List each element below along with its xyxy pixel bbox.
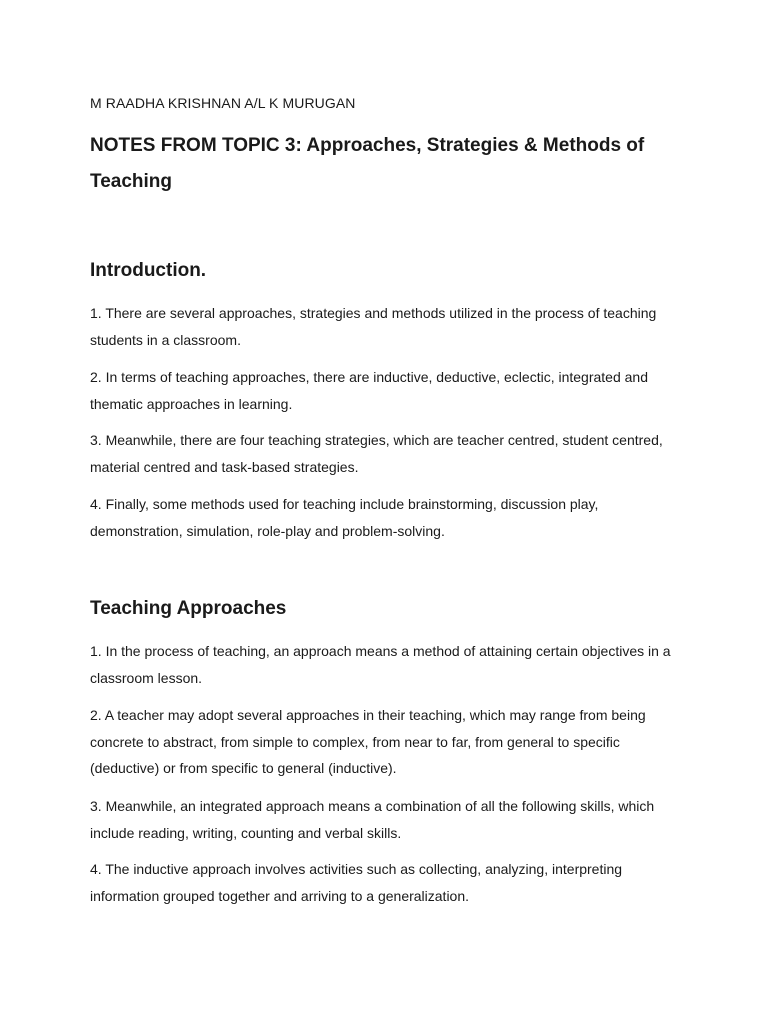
introduction-paragraph-3: 3. Meanwhile, there are four teaching strategies, which are teacher centred, student centred, material centred and task-based strategies.	[90, 432, 663, 475]
introduction-paragraph-4: 4. Finally, some methods used for teaching include brainstorming, discussion play, demonstration, simulation, role-play and problem-solving.	[90, 496, 599, 539]
document-title: NOTES FROM TOPIC 3: Approaches, Strategies & Methods of Teaching	[90, 135, 645, 192]
teaching-approaches-paragraph-1: 1. In the process of teaching, an approach means a method of attaining certain objectives in a classroom lesson.	[90, 643, 671, 686]
introduction-heading: Introduction.	[90, 260, 207, 281]
teaching-approaches-paragraph-3: 3. Meanwhile, an integrated approach means a combination of all the following skills, which include reading, writing, counting and verbal skills.	[90, 798, 655, 841]
teaching-approaches-paragraph-4: 4. The inductive approach involves activities such as collecting, analyzing, interpreting information grouped together and arriving to a generalization.	[90, 861, 623, 904]
introduction-paragraph-2: 2. In terms of teaching approaches, there are inductive, deductive, eclectic, integrated and thematic approaches in learning.	[90, 369, 648, 412]
introduction-paragraph-1: 1. There are several approaches, strategies and methods utilized in the process of teaching students in a classroom.	[90, 305, 657, 348]
author-name: M RAADHA KRISHNAN A/L K MURUGAN	[90, 95, 356, 111]
teaching-approaches-paragraph-2: 2. A teacher may adopt several approaches in their teaching, which may range from being concrete to abstract, from simple to complex, from near to far, from general to specific (deductive) or from specific to general (inductive).	[90, 707, 646, 776]
teaching-approaches-heading: Teaching Approaches	[90, 598, 287, 619]
